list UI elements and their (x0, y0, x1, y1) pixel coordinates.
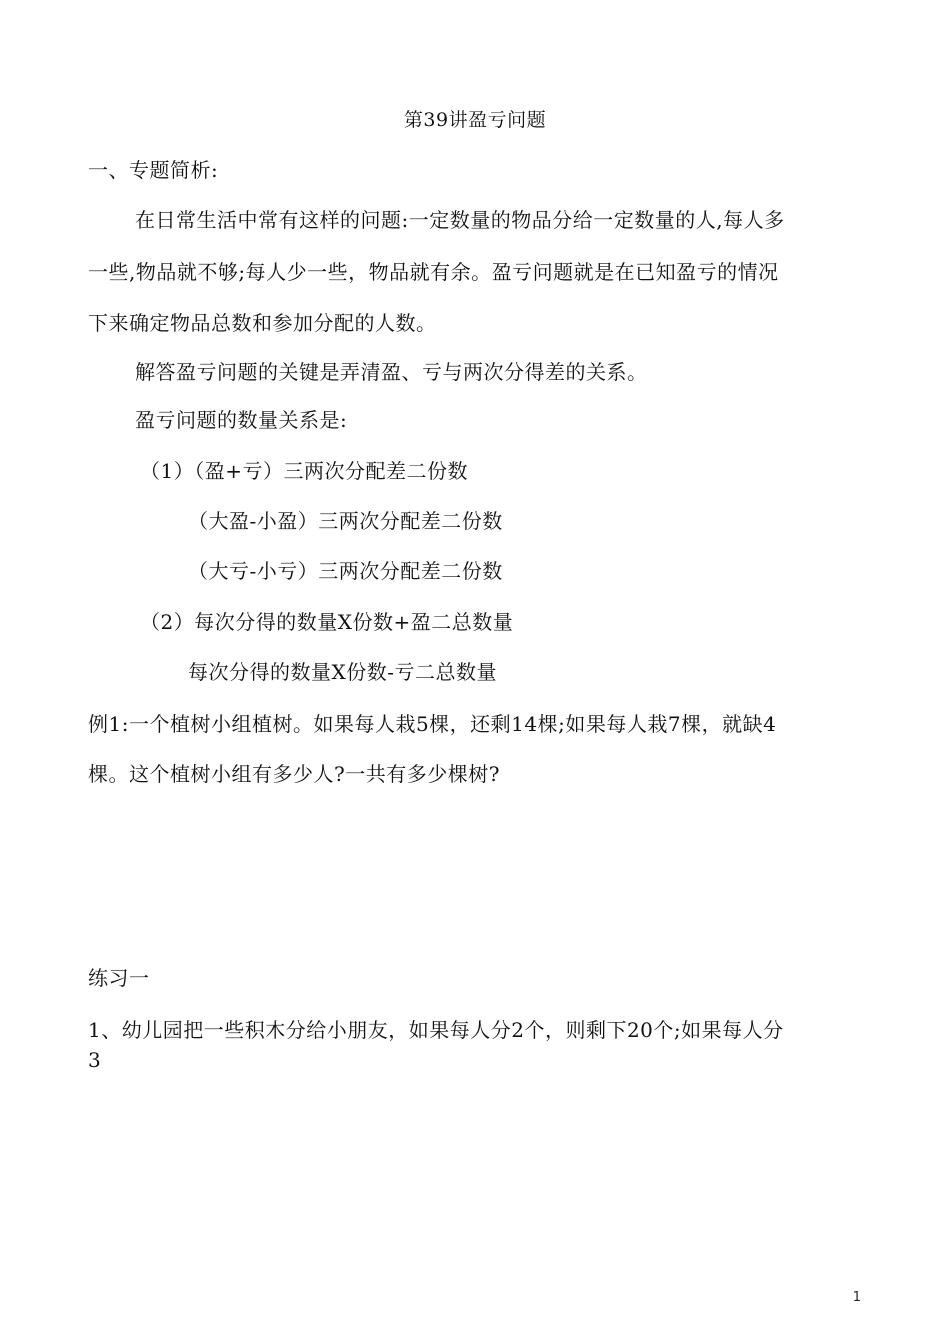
intro-paragraph-line-3: 下来确定物品总数和参加分配的人数。 (88, 311, 437, 335)
formula-5: 每次分得的数量X份数-亏二总数量 (188, 660, 497, 684)
section-heading: 一、专题简析: (88, 158, 219, 182)
key-sentence: 解答盈亏问题的关键是弄清盈、亏与两次分得差的关系。 (135, 360, 648, 384)
formula-1: （1）（盈+亏）三两次分配差二份数 (140, 459, 468, 483)
formula-2: （大盈-小盈）三两次分配差二份数 (188, 509, 503, 533)
intro-paragraph-line-1: 在日常生活中常有这样的问题:一定数量的物品分给一定数量的人,每人多 (135, 208, 785, 232)
formula-3: （大亏-小亏）三两次分配差二份数 (188, 559, 503, 583)
page-number: 1 (852, 1290, 861, 1305)
practice-heading: 练习一 (88, 966, 150, 990)
intro-paragraph-line-2: 一些,物品就不够;每人少一些，物品就有余。盈亏问题就是在已知盈亏的情况 (88, 260, 779, 284)
relation-heading: 盈亏问题的数量关系是: (135, 408, 348, 432)
example-1-line-1: 例1:一个植树小组植树。如果每人栽5棵，还剩14棵;如果每人栽7棵，就缺4 (88, 712, 777, 736)
formula-4: （2）每次分得的数量X份数+盈二总数量 (140, 610, 514, 634)
practice-1-line-2: 3 (88, 1048, 102, 1072)
practice-1-line-1: 1、幼儿园把一些积木分给小朋友，如果每人分2个，则剩下20个;如果每人分 (88, 1018, 784, 1042)
page-title: 第39讲盈亏问题 (403, 109, 547, 131)
example-1-line-2: 棵。这个植树小组有多少人?一共有多少棵树? (88, 762, 500, 786)
